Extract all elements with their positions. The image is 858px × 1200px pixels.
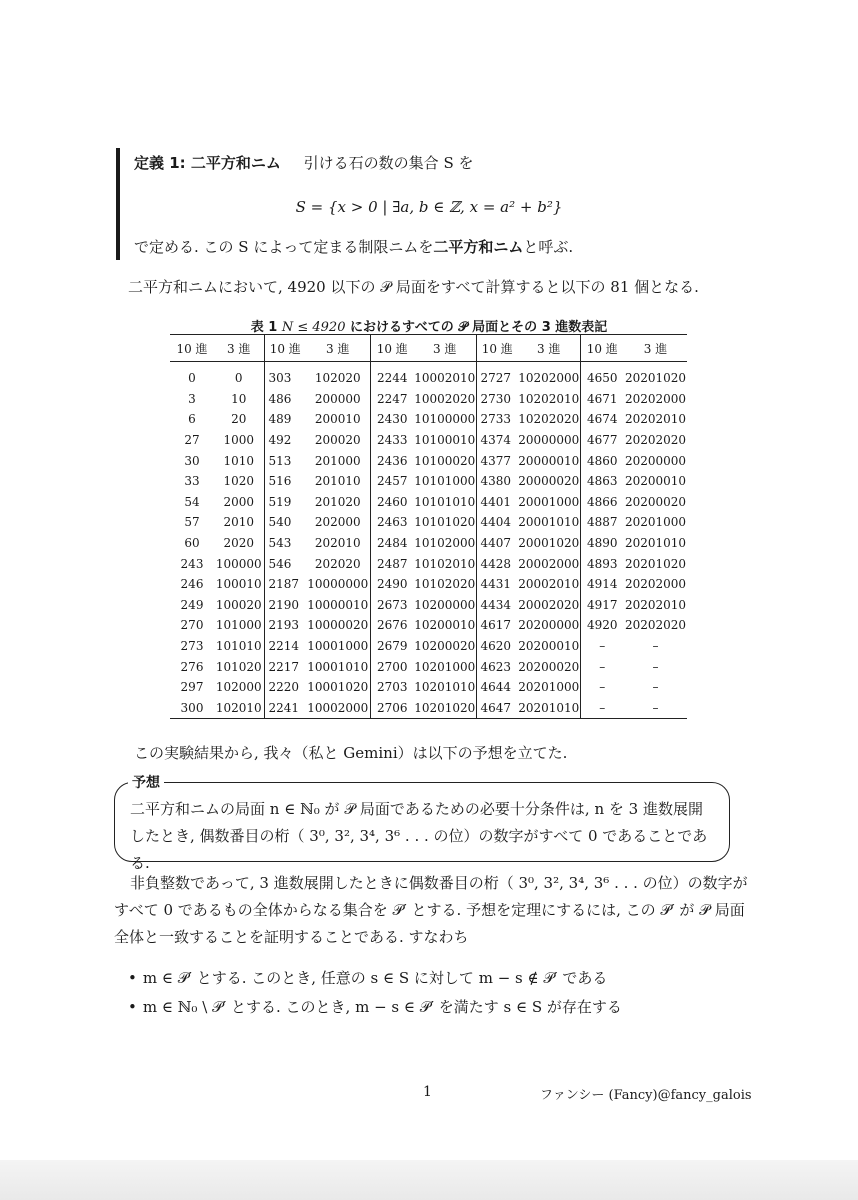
decimal-cell: 27 xyxy=(184,433,200,448)
ternary-cell: 100000 xyxy=(215,556,262,571)
decimal-cell: 33 xyxy=(184,474,200,489)
decimal-cell: 486 xyxy=(264,389,306,410)
decimal-cell: 4650 xyxy=(580,362,624,389)
table-caption-label: 表 1 xyxy=(250,320,278,335)
decimal-cell: 2676 xyxy=(370,615,414,636)
decimal-cell: 4917 xyxy=(580,595,624,616)
decimal-cell: 2490 xyxy=(370,574,414,595)
p-positions-table xyxy=(170,334,687,719)
decimal-cell: 519 xyxy=(264,492,306,513)
decimal-cell: 2457 xyxy=(370,471,414,492)
ternary-cell: 101010 xyxy=(215,639,262,654)
decimal-cell: 4677 xyxy=(580,430,624,451)
ternary-cell: 100010 xyxy=(215,577,262,592)
body-paragraph: 非負整数であって, 3 進数展開したときに偶数番目の桁（ 3⁰, 3², 3⁴, 3⁶ . . . の位）の数字がすべて 0 であるもの全体からなる集合を 𝒫′ とする. 予想を定理にするには, この 𝒫′ が 𝒫 局面全体と一致することを証明することである. すなわち xyxy=(114,874,748,946)
table-row xyxy=(170,409,687,430)
decimal-cell: 4377 xyxy=(476,450,518,471)
ternary-cell: 20002010 xyxy=(518,577,580,592)
decimal-cell: 4920 xyxy=(580,615,624,636)
decimal-cell: 2241 xyxy=(264,698,306,719)
decimal-cell: 4620 xyxy=(476,636,518,657)
ternary-cell: 20002020 xyxy=(518,597,580,612)
table-row xyxy=(170,677,687,698)
decimal-cell: 2244 xyxy=(370,362,414,389)
ternary-cell: 20000000 xyxy=(518,433,580,448)
ternary-cell: 201000 xyxy=(314,453,361,468)
ternary-cell: 101000 xyxy=(215,618,262,633)
ternary-cell: 10002010 xyxy=(414,371,476,386)
decimal-cell: 546 xyxy=(264,553,306,574)
decimal-cell: 2193 xyxy=(264,615,306,636)
decimal-cell: 276 xyxy=(180,659,204,674)
decimal-cell: 4623 xyxy=(476,656,518,677)
decimal-cell: 2673 xyxy=(370,595,414,616)
ternary-cell: 10102010 xyxy=(414,556,476,571)
ternary-cell: 10 xyxy=(231,391,247,406)
ternary-cell: 20001010 xyxy=(518,515,580,530)
decimal-cell: 2706 xyxy=(370,698,414,719)
decimal-cell: 57 xyxy=(184,515,200,530)
decimal-cell: 4617 xyxy=(476,615,518,636)
ternary-cell: 20200010 xyxy=(518,639,580,654)
author-credit: ファンシー (Fancy)@fancy_galois xyxy=(540,1088,752,1103)
decimal-cell: – xyxy=(580,656,624,677)
ternary-cell: 2020 xyxy=(223,536,255,551)
table-row xyxy=(170,389,687,410)
decimal-cell: 4890 xyxy=(580,533,624,554)
ternary-cell: 200020 xyxy=(314,433,361,448)
ternary-cell: 10001010 xyxy=(307,659,369,674)
ternary-cell: 10100000 xyxy=(414,412,476,427)
header-decimal: 10 進 xyxy=(476,335,518,362)
ternary-cell: 10000000 xyxy=(307,577,369,592)
bullet-item: • m ∈ ℕ₀ \ 𝒫′ とする. このとき, m − s ∈ 𝒫′ を満たす s ∈ S が存在する xyxy=(128,993,622,1022)
decimal-cell: 4644 xyxy=(476,677,518,698)
ternary-cell: 1010 xyxy=(223,453,255,468)
decimal-cell: 540 xyxy=(264,512,306,533)
definition-title: 定義 1: 二平方和ニム xyxy=(134,154,281,172)
table-row xyxy=(170,533,687,554)
ternary-cell: 20001000 xyxy=(518,494,580,509)
decimal-cell: 543 xyxy=(264,533,306,554)
header-ternary: 3 進 xyxy=(214,335,264,362)
decimal-cell: 2214 xyxy=(264,636,306,657)
decimal-cell: 2217 xyxy=(264,656,306,677)
ternary-cell: 10201020 xyxy=(414,700,476,715)
ternary-cell: 102000 xyxy=(215,680,262,695)
page-number: 1 xyxy=(423,1084,432,1100)
ternary-cell: 10202010 xyxy=(518,391,580,406)
ternary-cell: 10101020 xyxy=(414,515,476,530)
ternary-cell: 10001020 xyxy=(307,680,369,695)
ternary-cell: – xyxy=(652,700,659,715)
table-row xyxy=(170,636,687,657)
bullet-list xyxy=(128,964,622,1022)
decimal-cell: 30 xyxy=(184,453,200,468)
ternary-cell: 20201000 xyxy=(624,515,687,530)
definition-tail xyxy=(134,236,573,257)
decimal-cell: 6 xyxy=(188,412,196,427)
ternary-cell: 200010 xyxy=(314,412,361,427)
page-bottom-edge xyxy=(0,1160,858,1200)
ternary-cell: 202010 xyxy=(314,536,361,551)
ternary-cell: – xyxy=(652,680,659,695)
table-row xyxy=(170,698,687,719)
decimal-cell: 2220 xyxy=(264,677,306,698)
header-decimal: 10 進 xyxy=(370,335,414,362)
decimal-cell: 2727 xyxy=(476,362,518,389)
table-caption-text: におけるすべての 𝒫 局面とその 3 進数表記 xyxy=(350,320,608,335)
ternary-cell: 20201020 xyxy=(624,556,687,571)
decimal-cell: 300 xyxy=(180,700,204,715)
ternary-cell: 10001000 xyxy=(307,639,369,654)
ternary-cell: 1000 xyxy=(223,433,255,448)
ternary-cell: 10100020 xyxy=(414,453,476,468)
ternary-cell: 10102020 xyxy=(414,577,476,592)
ternary-cell: 20000020 xyxy=(518,474,580,489)
ternary-cell: 10000010 xyxy=(307,597,369,612)
ternary-cell: – xyxy=(652,659,659,674)
definition-intro: 引ける石の数の集合 S を xyxy=(303,154,474,172)
decimal-cell: – xyxy=(580,636,624,657)
ternary-cell: 10201010 xyxy=(414,680,476,695)
decimal-cell: 54 xyxy=(184,494,200,509)
ternary-cell: 10200000 xyxy=(414,597,476,612)
table-row xyxy=(170,512,687,533)
ternary-cell: 20201000 xyxy=(518,680,580,695)
decimal-cell: 4647 xyxy=(476,698,518,719)
decimal-cell: 2430 xyxy=(370,409,414,430)
ternary-cell: 10202020 xyxy=(518,412,580,427)
decimal-cell: 2190 xyxy=(264,595,306,616)
decimal-cell: 2247 xyxy=(370,389,414,410)
ternary-cell: 10002000 xyxy=(307,700,369,715)
decimal-cell: 4671 xyxy=(580,389,624,410)
table-caption xyxy=(0,316,858,335)
decimal-cell: 2433 xyxy=(370,430,414,451)
decimal-cell: 513 xyxy=(264,450,306,471)
ternary-cell: 20200000 xyxy=(518,618,580,633)
ternary-cell: 2000 xyxy=(223,494,255,509)
conjecture-line-1: 二平方和ニムの局面 n ∈ ℕ₀ が 𝒫 局面であるための必要十分条件は, n を 3 進数展開 xyxy=(130,800,703,818)
ternary-cell: 101020 xyxy=(215,659,262,674)
ternary-cell: 10200010 xyxy=(414,618,476,633)
decimal-cell: 4887 xyxy=(580,512,624,533)
decimal-cell: 4407 xyxy=(476,533,518,554)
decimal-cell: 2187 xyxy=(264,574,306,595)
ternary-cell: 20200020 xyxy=(518,659,580,674)
conjecture-label: 予想 xyxy=(128,772,164,792)
ternary-cell: 1020 xyxy=(223,474,255,489)
decimal-cell: – xyxy=(580,698,624,719)
header-ternary: 3 進 xyxy=(518,335,580,362)
decimal-cell: 60 xyxy=(184,536,200,551)
decimal-cell: 2460 xyxy=(370,492,414,513)
table-row xyxy=(170,615,687,636)
decimal-cell: 2733 xyxy=(476,409,518,430)
decimal-cell: 4434 xyxy=(476,595,518,616)
ternary-cell: 0 xyxy=(234,371,243,386)
ternary-cell: 20201020 xyxy=(624,371,687,386)
ternary-cell: – xyxy=(652,639,659,654)
bullet-item: • m ∈ 𝒫′ とする. このとき, 任意の s ∈ S に対して m − s ∉ 𝒫′ である xyxy=(128,964,622,993)
decimal-cell: 3 xyxy=(188,391,196,406)
table-row xyxy=(170,553,687,574)
ternary-cell: 20202000 xyxy=(624,391,687,406)
ternary-cell: 20002000 xyxy=(518,556,580,571)
ternary-cell: 20200010 xyxy=(624,474,687,489)
decimal-cell: 4866 xyxy=(580,492,624,513)
ternary-cell: 10102000 xyxy=(414,536,476,551)
table-header-row xyxy=(170,335,687,362)
decimal-cell: 2700 xyxy=(370,656,414,677)
ternary-cell: 20001020 xyxy=(518,536,580,551)
decimal-cell: 243 xyxy=(180,556,204,571)
ternary-cell: 201020 xyxy=(314,494,361,509)
definition-tail-term: 二平方和ニム xyxy=(433,238,524,256)
decimal-cell: 303 xyxy=(264,362,306,389)
decimal-cell: 297 xyxy=(180,680,204,695)
decimal-cell: 4380 xyxy=(476,471,518,492)
decimal-cell: 2436 xyxy=(370,450,414,471)
ternary-cell: 10101000 xyxy=(414,474,476,489)
decimal-cell: 4860 xyxy=(580,450,624,471)
after-table-text: この実験結果から, 我々（私と Gemini）は以下の予想を立てた. xyxy=(134,744,568,762)
table-row xyxy=(170,430,687,451)
table-row xyxy=(170,595,687,616)
header-decimal: 10 進 xyxy=(170,335,214,362)
ternary-cell: 102010 xyxy=(215,700,262,715)
definition-heading xyxy=(134,152,474,173)
ternary-cell: 202020 xyxy=(314,556,361,571)
ternary-cell: 2010 xyxy=(223,515,255,530)
header-ternary: 3 進 xyxy=(414,335,476,362)
decimal-cell: 489 xyxy=(264,409,306,430)
ternary-cell: 10101010 xyxy=(414,494,476,509)
ternary-cell: 100020 xyxy=(215,597,262,612)
decimal-cell: 516 xyxy=(264,471,306,492)
table-row xyxy=(170,471,687,492)
decimal-cell: 4674 xyxy=(580,409,624,430)
decimal-cell: 4431 xyxy=(476,574,518,595)
header-ternary: 3 進 xyxy=(624,335,687,362)
ternary-cell: 200000 xyxy=(314,391,361,406)
decimal-cell: 4401 xyxy=(476,492,518,513)
intro-paragraph: 二平方和ニムにおいて, 4920 以下の 𝒫 局面をすべて計算すると以下の 81 個となる. xyxy=(128,278,699,296)
decimal-cell: 246 xyxy=(180,577,204,592)
ternary-cell: 20202020 xyxy=(624,618,687,633)
ternary-cell: 20202010 xyxy=(624,597,687,612)
ternary-cell: 10000020 xyxy=(307,618,369,633)
ternary-cell: 20202000 xyxy=(624,577,687,592)
decimal-cell: 4374 xyxy=(476,430,518,451)
definition-formula: S = {x > 0 | ∃a, b ∈ ℤ, x = a² + b²} xyxy=(295,198,563,216)
table-caption-math: N ≤ 4920 xyxy=(281,320,346,335)
ternary-cell: 10002020 xyxy=(414,391,476,406)
decimal-cell: – xyxy=(580,677,624,698)
table-row xyxy=(170,450,687,471)
table-row xyxy=(170,492,687,513)
ternary-cell: 10202000 xyxy=(518,371,580,386)
ternary-cell: 20202020 xyxy=(624,433,687,448)
decimal-cell: 4893 xyxy=(580,553,624,574)
decimal-cell: 2730 xyxy=(476,389,518,410)
ternary-cell: 20200000 xyxy=(624,453,687,468)
ternary-cell: 201010 xyxy=(314,474,361,489)
decimal-cell: 4914 xyxy=(580,574,624,595)
ternary-cell: 10201000 xyxy=(414,659,476,674)
decimal-cell: 270 xyxy=(180,618,204,633)
ternary-cell: 102020 xyxy=(314,371,361,386)
definition-tail-post: と呼ぶ. xyxy=(523,238,574,256)
ternary-cell: 20201010 xyxy=(518,700,580,715)
ternary-cell: 20200020 xyxy=(624,494,687,509)
header-decimal: 10 進 xyxy=(580,335,624,362)
decimal-cell: 4428 xyxy=(476,553,518,574)
decimal-cell: 492 xyxy=(264,430,306,451)
decimal-cell: 273 xyxy=(180,639,204,654)
ternary-cell: 20000010 xyxy=(518,453,580,468)
conjecture-text xyxy=(130,796,726,877)
decimal-cell: 0 xyxy=(188,371,196,386)
decimal-cell: 2463 xyxy=(370,512,414,533)
decimal-cell: 2487 xyxy=(370,553,414,574)
header-ternary: 3 進 xyxy=(306,335,370,362)
table-row xyxy=(170,656,687,677)
decimal-cell: 4863 xyxy=(580,471,624,492)
decimal-cell: 249 xyxy=(180,597,204,612)
ternary-cell: 20201010 xyxy=(624,536,687,551)
ternary-cell: 20 xyxy=(231,412,247,427)
conjecture-line-2: したとき, 偶数番目の桁（ 3⁰, 3², 3⁴, 3⁶ . . . の位）の数字がすべて 0 であることである. xyxy=(130,827,708,872)
definition-tail-pre: で定める. この S によって定まる制限ニムを xyxy=(134,238,434,256)
ternary-cell: 10100010 xyxy=(414,433,476,448)
table-row xyxy=(170,574,687,595)
header-decimal: 10 進 xyxy=(264,335,306,362)
ternary-cell: 20202010 xyxy=(624,412,687,427)
table-row xyxy=(170,362,687,389)
decimal-cell: 2679 xyxy=(370,636,414,657)
ternary-cell: 10200020 xyxy=(414,639,476,654)
decimal-cell: 4404 xyxy=(476,512,518,533)
decimal-cell: 2484 xyxy=(370,533,414,554)
decimal-cell: 2703 xyxy=(370,677,414,698)
ternary-cell: 202000 xyxy=(314,515,361,530)
